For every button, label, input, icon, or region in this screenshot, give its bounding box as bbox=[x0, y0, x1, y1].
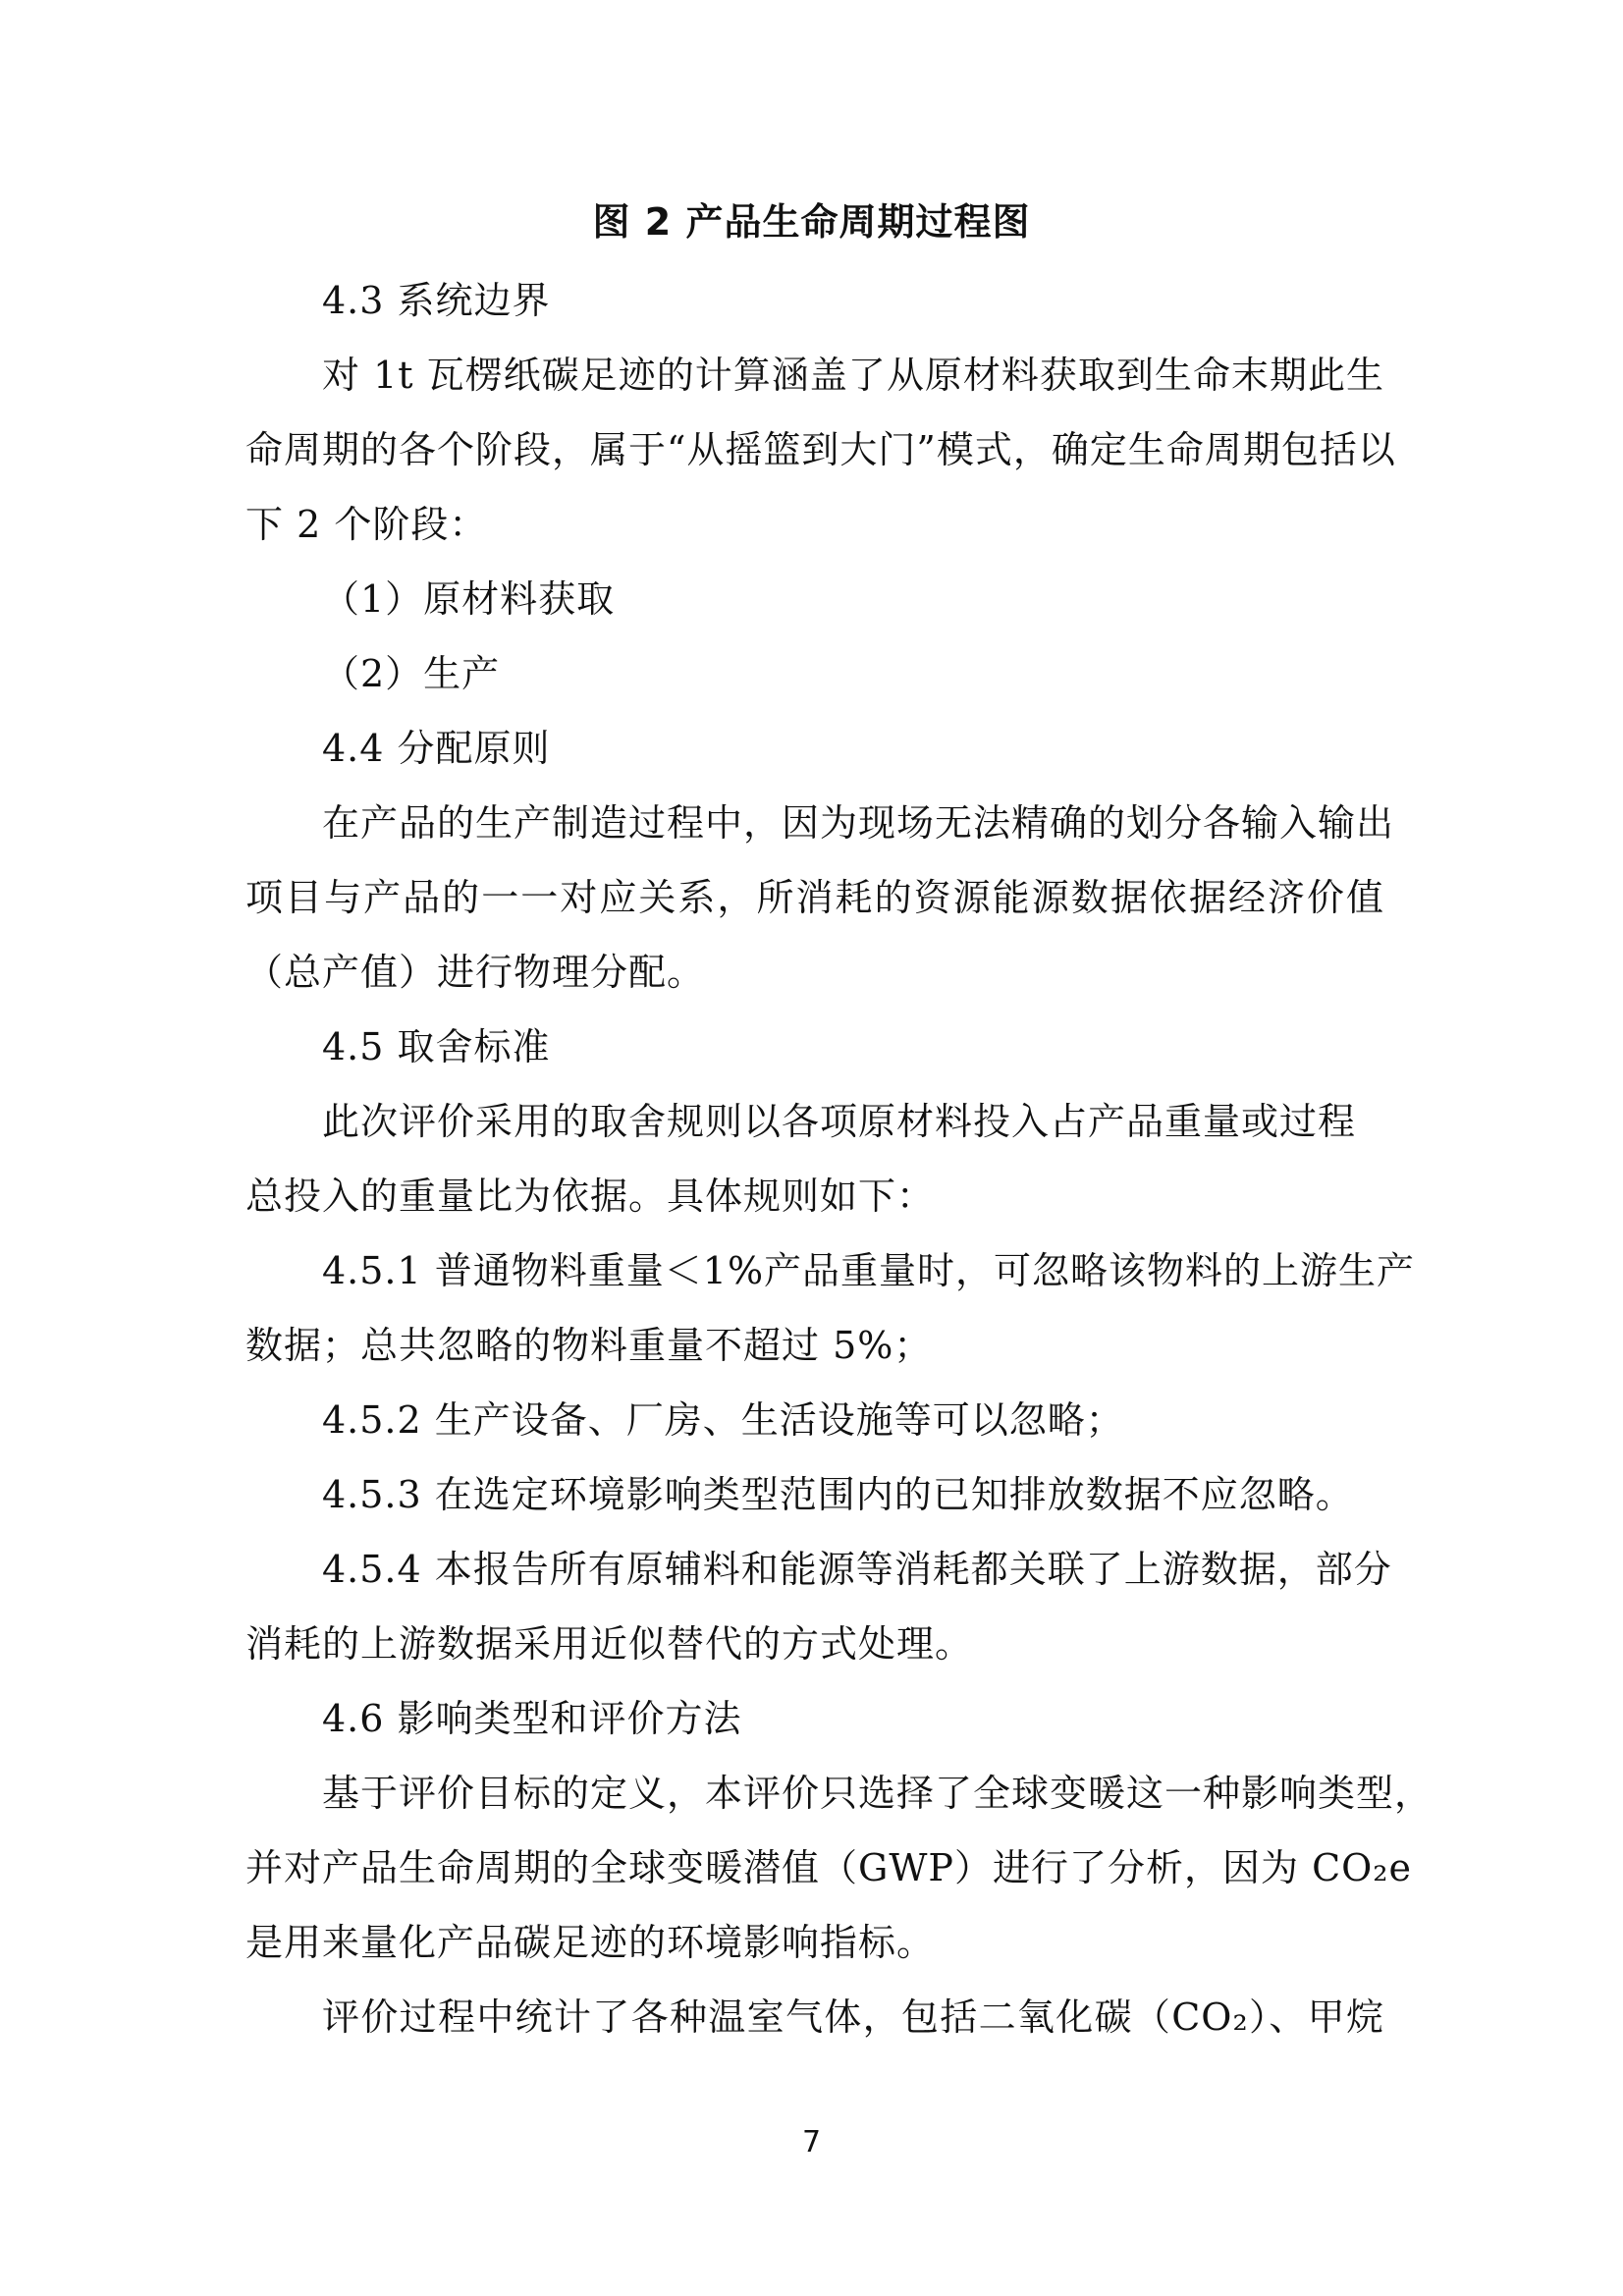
paragraph-line: 在产品的生产制造过程中，因为现场无法精确的划分各输入输出 bbox=[322, 801, 1395, 845]
figure-caption: 图 2 产品生命周期过程图 bbox=[592, 200, 1031, 244]
paragraph-line: 总投入的重量比为依据。具体规则如下： bbox=[245, 1175, 936, 1218]
paragraph-line: 对 1t 瓦楞纸碳足迹的计算涵盖了从原材料获取到生命末期此生 bbox=[322, 354, 1384, 397]
paragraph-line: （总产值）进行物理分配。 bbox=[245, 951, 706, 994]
section-heading-4-6: 4.6 影响类型和评价方法 bbox=[322, 1697, 742, 1740]
paragraph-line: 此次评价采用的取舍规则以各项原材料投入占产品重量或过程 bbox=[322, 1100, 1357, 1143]
section-heading-4-5: 4.5 取舍标准 bbox=[322, 1025, 551, 1068]
rule-item-4-5-4: 4.5.4 本报告所有原辅料和能源等消耗都关联了上游数据，部分 bbox=[322, 1548, 1392, 1591]
paragraph-line: 项目与产品的一一对应关系，所消耗的资源能源数据依据经济价值 bbox=[245, 876, 1384, 919]
page-number: 7 bbox=[801, 2125, 822, 2159]
paragraph-line: 基于评价目标的定义，本评价只选择了全球变暖这一种影响类型， bbox=[322, 1772, 1434, 1815]
paragraph-line: 下 2 个阶段： bbox=[245, 503, 488, 546]
paragraph-line: 是用来量化产品碳足迹的环境影响指标。 bbox=[245, 1921, 936, 1964]
list-item: （2）生产 bbox=[322, 652, 501, 695]
rule-item-4-5-1: 4.5.1 普通物料重量＜1%产品重量时，可忽略该物料的上游生产 bbox=[322, 1249, 1416, 1292]
rule-item-4-5-2: 4.5.2 生产设备、厂房、生活设施等可以忽略； bbox=[322, 1398, 1124, 1442]
paragraph-line: 并对产品生命周期的全球变暖潜值（GWP）进行了分析，因为 CO₂e bbox=[245, 1846, 1413, 1889]
rule-item-4-5-3: 4.5.3 在选定环境影响类型范围内的已知排放数据不应忽略。 bbox=[322, 1473, 1354, 1516]
list-item: （1）原材料获取 bbox=[322, 577, 616, 621]
section-heading-4-4: 4.4 分配原则 bbox=[322, 727, 551, 770]
body-text bbox=[245, 263, 1434, 2054]
section-heading-4-3: 4.3 系统边界 bbox=[322, 279, 551, 322]
paragraph-line: 评价过程中统计了各种温室气体，包括二氧化碳（CO₂）、甲烷 bbox=[322, 1995, 1384, 2039]
paragraph-line: 命周期的各个阶段，属于“从摇篮到大门”模式，确定生命周期包括以 bbox=[245, 428, 1396, 471]
paragraph-line: 消耗的上游数据采用近似替代的方式处理。 bbox=[245, 1622, 974, 1666]
paragraph-line: 数据；总共忽略的物料重量不超过 5%； bbox=[245, 1324, 933, 1367]
